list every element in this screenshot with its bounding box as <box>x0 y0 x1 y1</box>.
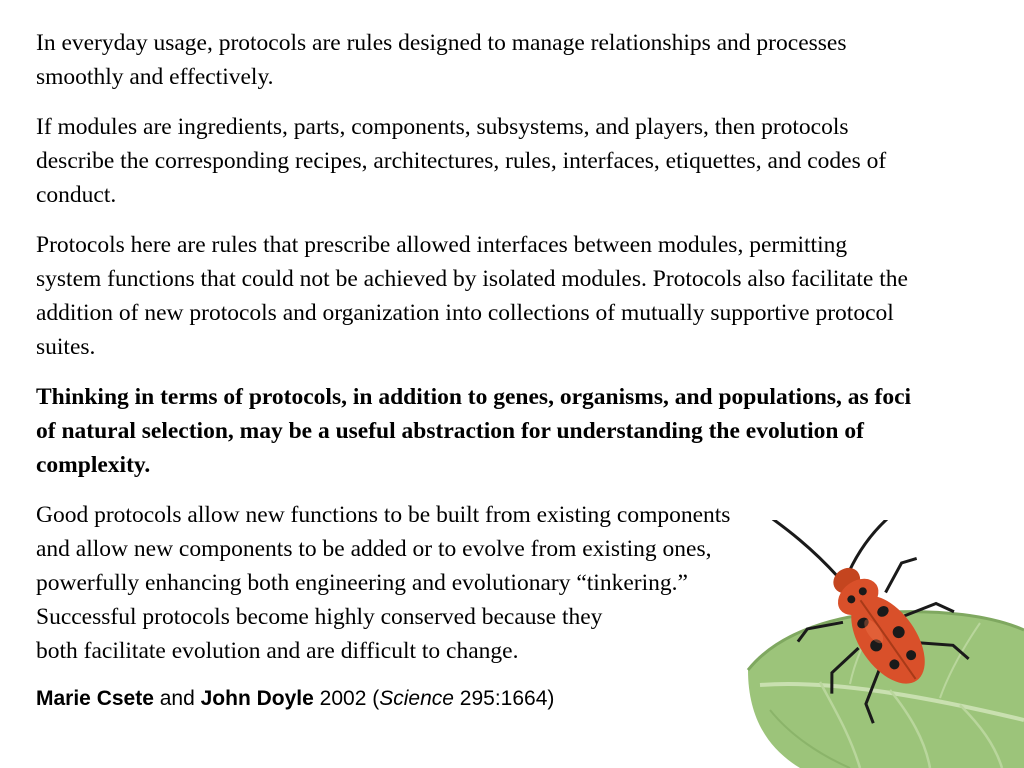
paragraph-modules: If modules are ingredients, parts, components, subsystems, and players, then protocols describe the corresponding recipes, architectures, rules, interfaces, etiquettes, and codes of conduct. <box>36 114 887 208</box>
paragraph-thinking-protocols: Thinking in terms of protocols, in addition to genes, organisms, and populations, as foci of natural selection, may be a useful abstraction for understanding the evolution of complexity. <box>36 384 912 478</box>
text-block <box>36 26 916 730</box>
good-protocols-line-2: and allow new components to be added or to evolve from existing ones, <box>36 536 712 562</box>
paragraph-protocols-rules: Protocols here are rules that prescribe allowed interfaces between modules, permitting system functions that could not be achieved by isolated modules. Protocols also facilitate the addition of new protocols and organization into collections of mutually supportive protocol suites. <box>36 232 908 360</box>
paragraph-everyday-usage: In everyday usage, protocols are rules designed to manage relationships and processes smoothly and effectively. <box>36 30 847 90</box>
citation <box>36 684 916 714</box>
citation-journal: Science <box>379 687 454 710</box>
citation-open-paren: ( <box>372 687 380 710</box>
good-protocols-line-5: both facilitate evolution and are difficult to change. <box>36 638 519 664</box>
good-protocols-line-1: Good protocols allow new functions to be built from existing components <box>36 502 731 528</box>
citation-author-1: Marie Csete <box>36 687 154 710</box>
paragraph-good-protocols <box>36 498 916 668</box>
good-protocols-line-3: powerfully enhancing both engineering and evolutionary “tinkering.” <box>36 570 688 596</box>
citation-author-2: John Doyle <box>200 687 314 710</box>
citation-and: and <box>159 687 195 710</box>
citation-year: 2002 <box>319 687 367 710</box>
good-protocols-line-4: Successful protocols become highly conserved because they <box>36 604 603 630</box>
citation-reference: 295:1664) <box>459 687 555 710</box>
